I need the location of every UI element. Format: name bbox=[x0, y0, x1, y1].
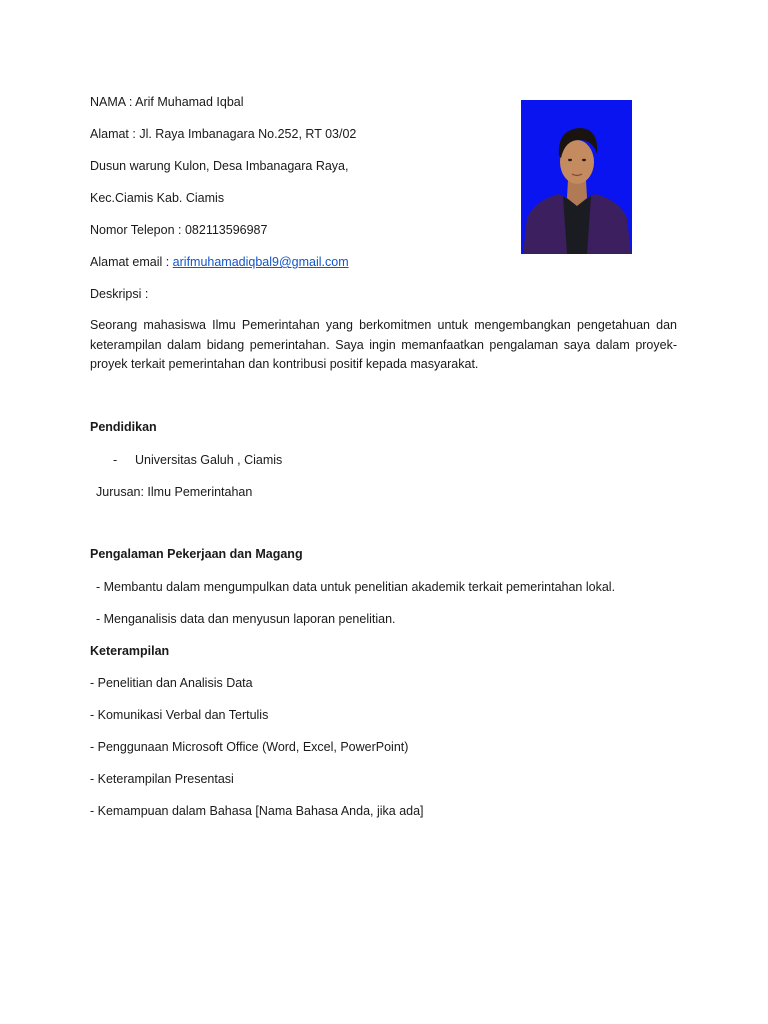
name-line: NAMA : Arif Muhamad Iqbal bbox=[90, 95, 244, 109]
email-link[interactable]: arifmuhamadiqbal9@gmail.com bbox=[172, 255, 349, 269]
experience-heading: Pengalaman Pekerjaan dan Magang bbox=[90, 547, 303, 561]
university-name: Universitas Galuh , Ciamis bbox=[135, 453, 283, 467]
skill-item-1: - Penelitian dan Analisis Data bbox=[90, 676, 253, 690]
skill-item-2: - Komunikasi Verbal dan Tertulis bbox=[90, 708, 269, 722]
education-dash: - bbox=[113, 453, 118, 467]
email-label: Alamat email : bbox=[90, 255, 173, 269]
experience-item-1: - Membantu dalam mengumpulkan data untuk penelitian akademik terkait pemerintahan lokal. bbox=[96, 580, 616, 594]
address-line-2: Dusun warung Kulon, Desa Imbanagara Raya, bbox=[90, 159, 349, 173]
skill-item-4: - Keterampilan Presentasi bbox=[90, 772, 234, 786]
education-heading: Pendidikan bbox=[90, 420, 157, 434]
description-paragraph: Seorang mahasiswa Ilmu Pemerintahan yang berkomitmen untuk mengembangkan pengetahuan dan keterampilan dalam bidang pemerintahan. Saya ingin memanfaatkan pengalaman saya dalam proyek-proyek terkait pemerintahan dan kontribusi positif kepada masyarakat. bbox=[90, 318, 677, 371]
skills-heading: Keterampilan bbox=[90, 644, 170, 658]
description-label: Deskripsi : bbox=[90, 287, 149, 301]
skill-item-3: - Penggunaan Microsoft Office (Word, Excel, PowerPoint) bbox=[90, 740, 409, 754]
experience-item-2: - Menganalisis data dan menyusun laporan penelitian. bbox=[96, 612, 396, 626]
major-line: Jurusan: Ilmu Pemerintahan bbox=[96, 485, 253, 499]
person-portrait-icon bbox=[521, 100, 632, 254]
phone-line: Nomor Telepon : 082113596987 bbox=[90, 223, 268, 237]
address-line-3: Kec.Ciamis Kab. Ciamis bbox=[90, 191, 225, 205]
email-line bbox=[90, 254, 349, 270]
education-item bbox=[113, 452, 282, 468]
address-line-1: Alamat : Jl. Raya Imbanagara No.252, RT 03/02 bbox=[90, 127, 357, 141]
skill-item-5: - Kemampuan dalam Bahasa [Nama Bahasa Anda, jika ada] bbox=[90, 804, 424, 818]
profile-photo bbox=[521, 100, 632, 254]
